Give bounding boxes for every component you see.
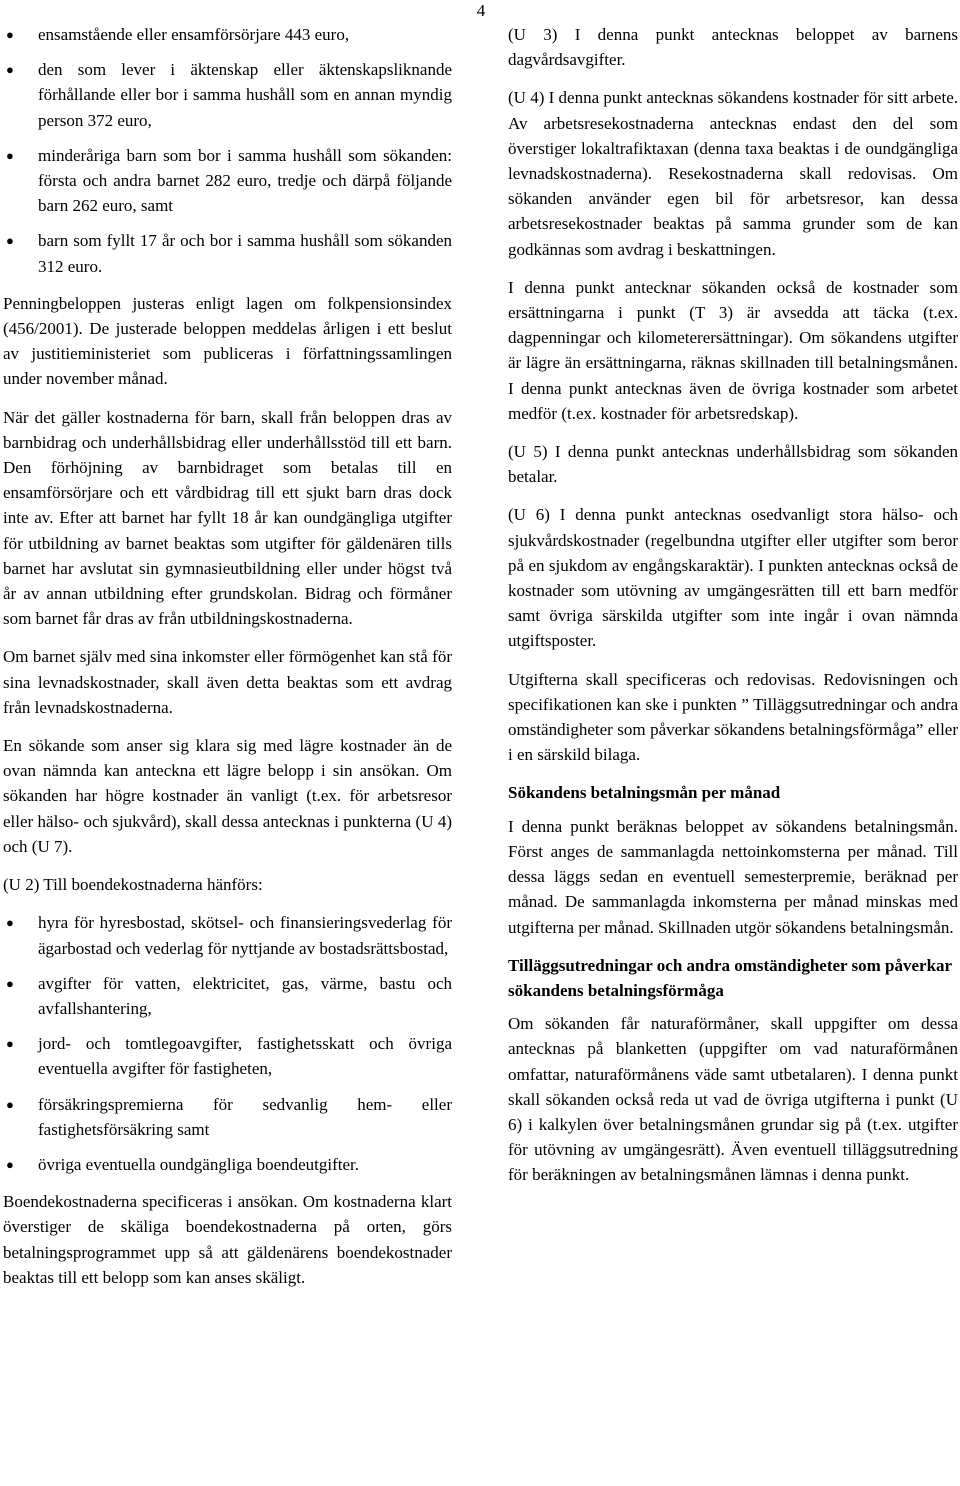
bullet-icon: ● [6, 233, 14, 249]
list-item-text: ensamstående eller ensamförsörjare 443 euro, [38, 25, 350, 44]
paragraph: (U 2) Till boendekostnaderna hänförs: [3, 875, 263, 895]
list-item [3, 143, 452, 219]
list-item-text: den som lever i äktenskap eller äktenskapsliknande förhållande eller bor i samma hushåll som en annan myndig person 372 euro, [38, 60, 452, 130]
right-column [508, 22, 958, 1486]
list-item-text: barn som fyllt 17 år och bor i samma hushåll som sökanden 312 euro. [38, 231, 452, 276]
bullet-list-amounts [3, 22, 452, 279]
list-item [3, 1031, 452, 1081]
page-number: 4 [476, 1, 486, 20]
paragraph: Utgifterna skall specificeras och redovisas. Redovisningen och specifikationen kan ske i punkten ” Tilläggsutredningar och andra omständigheter som påverkar sökandens betalningsförmåga” eller i en särskild bilaga. [508, 669, 958, 765]
list-item [3, 910, 452, 960]
list-item [3, 971, 452, 1021]
paragraph: (U 5) I denna punkt antecknas underhållsbidrag som sökanden betalar. [508, 442, 958, 487]
paragraph: Penningbeloppen justeras enligt lagen om folkpensionsindex (456/2001). De justerade beloppen meddelas årligen i ett beslut av justitieministeriet som publiceras i författningssamlingen under november månad. [3, 293, 452, 389]
paragraph: (U 4) I denna punkt antecknas sökandens kostnader för sitt arbete. Av arbetsresekostnaderna antecknas endast den del som överstiger lokaltrafiktaxan (denna taxa beaktas i de oundgängliga levnadskostnaderna). Resekostnaderna skall redovisas. Om sökanden använder egen bil för arbetsresor, kan dessa arbetsresekostnader beaktas på samma grunder som de kan godkännas som avdrag i beskattningen. [508, 88, 958, 259]
list-item-text: försäkringspremierna för sedvanlig hem- eller fastighetsförsäkring samt [38, 1094, 452, 1139]
bullet-icon: ● [6, 62, 14, 78]
paragraph: I denna punkt antecknar sökanden också de kostnader som ersättningarna i punkt (T 3) är avsedda att täcka (t.ex. dagpenningar och kilometerersättningar). Om sökandens utgifter är lägre än ersättningarna, räknas skillnaden till betalningsmånen. I denna punkt antecknas även de övriga kostnader som arbetet medför (t.ex. kostnader för arbetsredskap). [508, 277, 958, 423]
bullet-icon: ● [6, 1036, 14, 1052]
paragraph: I denna punkt beräknas beloppet av sökandens betalningsmån. Först anges de sammanlagda nettoinkomsterna per månad. Till dessa läggs sedan en eventuell semesterpremie, beräknad per månad. De sammanlagda inkomsterna per månad minskas med utgifterna per månad. Skillnaden utgör sökandens betalningsmån. [508, 816, 958, 937]
bullet-icon: ● [6, 915, 14, 931]
list-item [3, 22, 452, 47]
bullet-icon: ● [6, 27, 14, 42]
bullet-icon: ● [6, 147, 14, 163]
paragraph: En sökande som anser sig klara sig med lägre kostnader än de ovan nämnda kan anteckna ett lägre belopp i sin ansökan. Om sökanden har högre kostnader än vanligt (t.ex. för arbetsresor eller hälso- och sjukvård), skall dessa antecknas i punkterna (U 4) och (U 7). [3, 736, 452, 856]
paragraph: Om sökanden får naturaförmåner, skall uppgifter om dessa antecknas på blanketten (uppgifter om vad naturaförmånen omfattar, naturaförmånens väde samt utbetalaren). I denna punkt skall sökanden också reda ut vad de övriga utgifterna i punkt (U 6) i kalkylen över betalningsmånen grundar sig på (t.ex. utgifter för utövning av umgängesrätt). Även eventuell tilläggsutredning för beräkningen av betalningsmånen lämnas i denna punkt. [508, 1014, 958, 1185]
bullet-list-housing [3, 910, 452, 1177]
left-column [3, 22, 452, 1486]
list-item-text: minderåriga barn som bor i samma hushåll som sökanden: första och andra barnet 282 euro, tredje och därpå följande barn 262 euro, samt [38, 145, 452, 216]
list-item [3, 1152, 452, 1177]
bullet-icon: ● [6, 1096, 14, 1112]
list-item-text: jord- och tomtlegoavgifter, fastighetsskatt och övriga eventuella avgifter för fastigheten, [38, 1034, 452, 1079]
paragraph: (U 6) I denna punkt antecknas osedvanligt stora hälso- och sjukvårdskostnader (regelbundna utgifter eller utgifter som beror på en sjukdom av engångskaraktär). I punkten antecknas också de kostnader som utövning av umgängesrätten till ett barn medför samt övriga särskilda utgifter som inte ingår i ovan nämnda utgiftsposter. [508, 505, 958, 651]
list-item-text: hyra för hyresbostad, skötsel- och finansieringsvederlag för ägarbostad och vederlag för nyttjande av bostadsrättsbostad, [38, 913, 452, 958]
bullet-icon: ● [6, 1156, 14, 1172]
paragraph: Boendekostnaderna specificeras i ansökan. Om kostnaderna klart överstiger de skäliga boendekostnaderna på orten, görs betalningsprogrammet upp så att gäldenärens boendekostnader beaktas till ett belopp som kan anses skäligt. [3, 1192, 452, 1287]
paragraph: (U 3) I denna punkt antecknas beloppet av barnens dagvårdsavgifter. [508, 25, 958, 70]
list-item [3, 57, 452, 133]
bullet-icon: ● [6, 975, 14, 991]
list-item-text: avgifter för vatten, elektricitet, gas, värme, bastu och avfallshantering, [38, 973, 452, 1018]
paragraph: Om barnet själv med sina inkomster eller förmögenhet kan stå för sina levnadskostnader, skall även detta beaktas som ett avdrag från levnadskostnaderna. [3, 647, 452, 717]
paragraph: När det gäller kostnaderna för barn, skall från beloppen dras av barnbidrag och underhållsbidrag eller underhållsstöd till ett barn. Den förhöjning av barnbidraget som betalas till en ensamförsörjare och ett vårdbidrag till ett sjukt barn dras dock inte av. Efter att barnet har fyllt 18 år kan oundgängliga utgifter för utbildning av barnet beaktas som utgifter för gäldenären tills barnet har avslutat sin gymnasieutbildning eller under högst två år av annan utbildning efter grundskolan. Bidrag och förmåner som barnet får dras av från utbildningskostnaderna. [3, 407, 452, 629]
list-item-text: övriga eventuella oundgängliga boendeutgifter. [38, 1154, 360, 1174]
list-item [3, 1092, 452, 1142]
section-heading: Tilläggsutredningar och andra omständigheter som påverkar sökandens betalningsförmåga [508, 955, 952, 1000]
list-item [3, 228, 452, 278]
section-heading: Sökandens betalningsmån per månad [508, 783, 781, 803]
